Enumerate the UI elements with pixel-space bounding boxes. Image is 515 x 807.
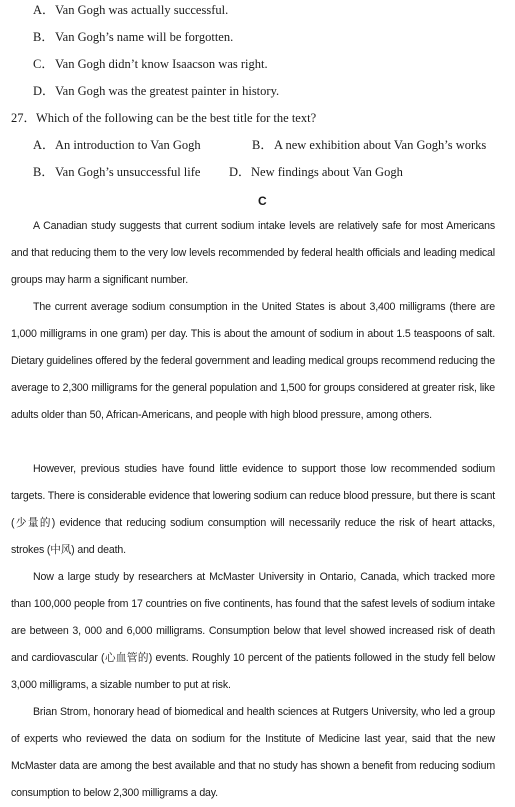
q27-option-b bbox=[252, 137, 486, 153]
option-letter: A． bbox=[33, 3, 55, 17]
paragraph-text: A Canadian study suggests that current sodium intake levels are relatively safe for most Americans and that reducing them to the very low levels recommended by federal health officials and leading medical groups may harm a significant number. bbox=[11, 220, 495, 286]
option-letter: D． bbox=[229, 165, 251, 179]
option-c-prev bbox=[33, 56, 268, 72]
passage-paragraph bbox=[11, 699, 495, 807]
q27-option-a bbox=[33, 137, 201, 153]
q27-option-d bbox=[229, 164, 403, 180]
paragraph-text: Now a large study by researchers at McMaster University in Ontario, Canada, which tracked more than 100,000 people from 17 countries on five continents, has found that the safest levels of sodium intake are between 3, 000 and 6,000 milligrams. Consumption below that level showed increased risk of death and cardiovascular (心血管的) events. Roughly 10 percent of the patients followed in the study fell below 3,000 milligrams, a sizable number to put at risk. bbox=[11, 571, 495, 691]
option-text: New findings about Van Gogh bbox=[251, 165, 403, 179]
passage-paragraph bbox=[11, 213, 495, 294]
option-text: Van Gogh’s name will be forgotten. bbox=[55, 30, 234, 44]
option-d-prev bbox=[33, 83, 279, 99]
option-letter: C． bbox=[33, 57, 54, 71]
option-letter: B． bbox=[252, 138, 273, 152]
passage-section-label: C bbox=[258, 194, 267, 208]
passage-paragraph bbox=[11, 294, 495, 429]
option-letter: B． bbox=[33, 165, 54, 179]
option-letter: A． bbox=[33, 138, 55, 152]
paragraph-text: The current average sodium consumption in the United States is about 3,400 milligrams (there are 1,000 milligrams in one gram) per day. This is about the amount of sodium in about 1.5 teaspoons of salt. Dietary guidelines offered by the federal government and leading medical groups recommend reducing the average to 2,300 milligrams for the general population and 1,500 for groups considered at greater risk, like adults older than 50, African-Americans, and people with high blood pressure, among others. bbox=[11, 301, 495, 421]
q27-option-c bbox=[33, 164, 200, 180]
option-text: Van Gogh was the greatest painter in history. bbox=[55, 84, 280, 98]
paragraph-text: However, previous studies have found little evidence to support those low recommended sodium targets. There is considerable evidence that lowering sodium can reduce blood pressure, but there is scant (少量的) evidence that reducing sodium consumption will necessarily reduce the risk of heart attacks, strokes (中风) and death. bbox=[11, 463, 495, 556]
option-text: Van Gogh didn’t know Isaacson was right. bbox=[55, 57, 268, 71]
passage-paragraph bbox=[11, 564, 495, 699]
option-b-prev bbox=[33, 29, 233, 45]
question-27-stem: 27．Which of the following can be the best title for the text? bbox=[11, 111, 317, 125]
option-text: Van Gogh was actually successful. bbox=[55, 3, 229, 17]
option-text: An introduction to Van Gogh bbox=[55, 138, 201, 152]
option-letter: B． bbox=[33, 30, 54, 44]
option-letter: D． bbox=[33, 84, 55, 98]
option-text: A new exhibition about Van Gogh’s works bbox=[274, 138, 487, 152]
passage-paragraph bbox=[11, 456, 495, 564]
paragraph-text: Brian Strom, honorary head of biomedical and health sciences at Rutgers University, who led a group of experts who reviewed the data on sodium for the Institute of Medicine last year, said that the new McMaster data are among the best available and that no study has shown a benefit from reducing sodium consumption to below 2,300 milligrams a day. bbox=[11, 706, 495, 799]
option-a-prev bbox=[33, 2, 228, 18]
option-text: Van Gogh’s unsuccessful life bbox=[55, 165, 201, 179]
